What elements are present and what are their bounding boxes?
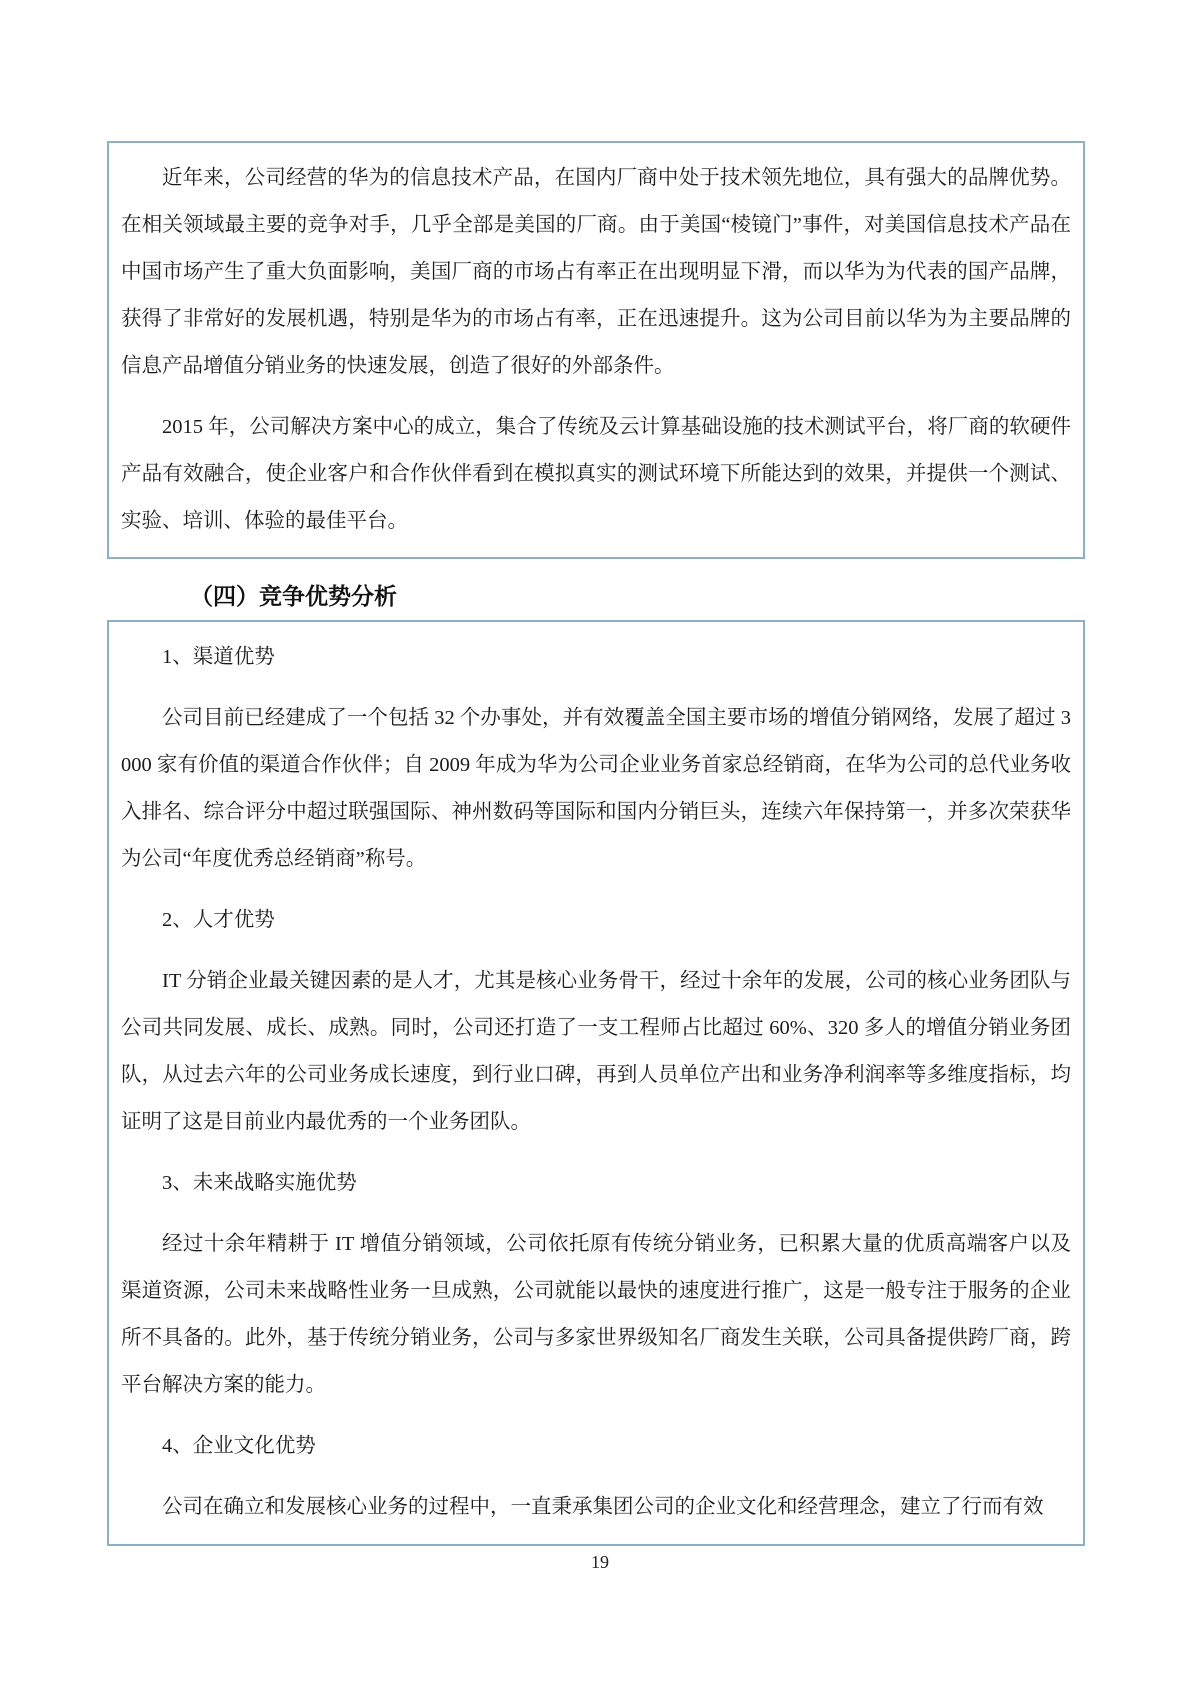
body-paragraph: 公司在确立和发展核心业务的过程中，一直秉承集团公司的企业文化和经营理念，建立了行而有效 bbox=[162, 1496, 1044, 1518]
analysis-box-content bbox=[121, 634, 1071, 1531]
competitive-advantage-box bbox=[107, 620, 1085, 1546]
subsection-heading: 4、企业文化优势 bbox=[162, 1435, 316, 1457]
subsection-heading: 3、未来战略实施优势 bbox=[162, 1172, 357, 1194]
body-paragraph: 公司目前已经建成了一个包括 32 个办事处，并有效覆盖全国主要市场的增值分销网络，发展了超过 3000 家有价值的渠道合作伙伴；自 2009 年成为华为公司企业业务首家总经销商，在华为公司的总代业务收入排名、综合评分中超过联强国际、神州数码等国际和国内分销巨头，连续六年保持第一，并多次荣获华为公司“年度优秀总经销商”称号。 bbox=[121, 707, 1071, 870]
body-paragraph: IT 分销企业最关键因素的是人才，尤其是核心业务骨干，经过十余年的发展，公司的核心业务团队与公司共同发展、成长、成熟。同时，公司还打造了一支工程师占比超过 60%、320 多人的增值分销业务团队，从过去六年的公司业务成长速度，到行业口碑，再到人员单位产出和业务净利润率等多维度指标，均证明了这是目前业内最优秀的一个业务团队。 bbox=[121, 970, 1071, 1133]
body-paragraph: 近年来，公司经营的华为的信息技术产品，在国内厂商中处于技术领先地位，具有强大的品牌优势。在相关领域最主要的竞争对手，几乎全部是美国的厂商。由于美国“棱镜门”事件，对美国信息技术产品在中国市场产生了重大负面影响，美国厂商的市场占有率正在出现明显下滑，而以华为为代表的国产品牌，获得了非常好的发展机遇，特别是华为的市场占有率，正在迅速提升。这为公司目前以华为为主要品牌的信息产品增值分销业务的快速发展，创造了很好的外部条件。 bbox=[121, 167, 1071, 377]
subsection-heading: 2、人才优势 bbox=[162, 909, 275, 931]
intro-box-content bbox=[121, 155, 1071, 545]
section-heading: （四）竞争优势分析 bbox=[190, 584, 397, 609]
body-paragraph: 2015 年，公司解决方案中心的成立，集合了传统及云计算基础设施的技术测试平台，将厂商的软硬件产品有效融合，使企业客户和合作伙伴看到在模拟真实的测试环境下所能达到的效果，并提供一个测试、实验、培训、体验的最佳平台。 bbox=[121, 416, 1071, 532]
page-number: 19 bbox=[591, 1552, 609, 1572]
subsection-heading: 1、渠道优势 bbox=[162, 646, 275, 668]
intro-text-box bbox=[107, 141, 1085, 559]
body-paragraph: 经过十余年精耕于 IT 增值分销领域，公司依托原有传统分销业务，已积累大量的优质高端客户以及渠道资源，公司未来战略性业务一旦成熟，公司就能以最快的速度进行推广，这是一般专注于服务的企业所不具备的。此外，基于传统分销业务，公司与多家世界级知名厂商发生关联，公司具备提供跨厂商，跨平台解决方案的能力。 bbox=[121, 1233, 1071, 1396]
